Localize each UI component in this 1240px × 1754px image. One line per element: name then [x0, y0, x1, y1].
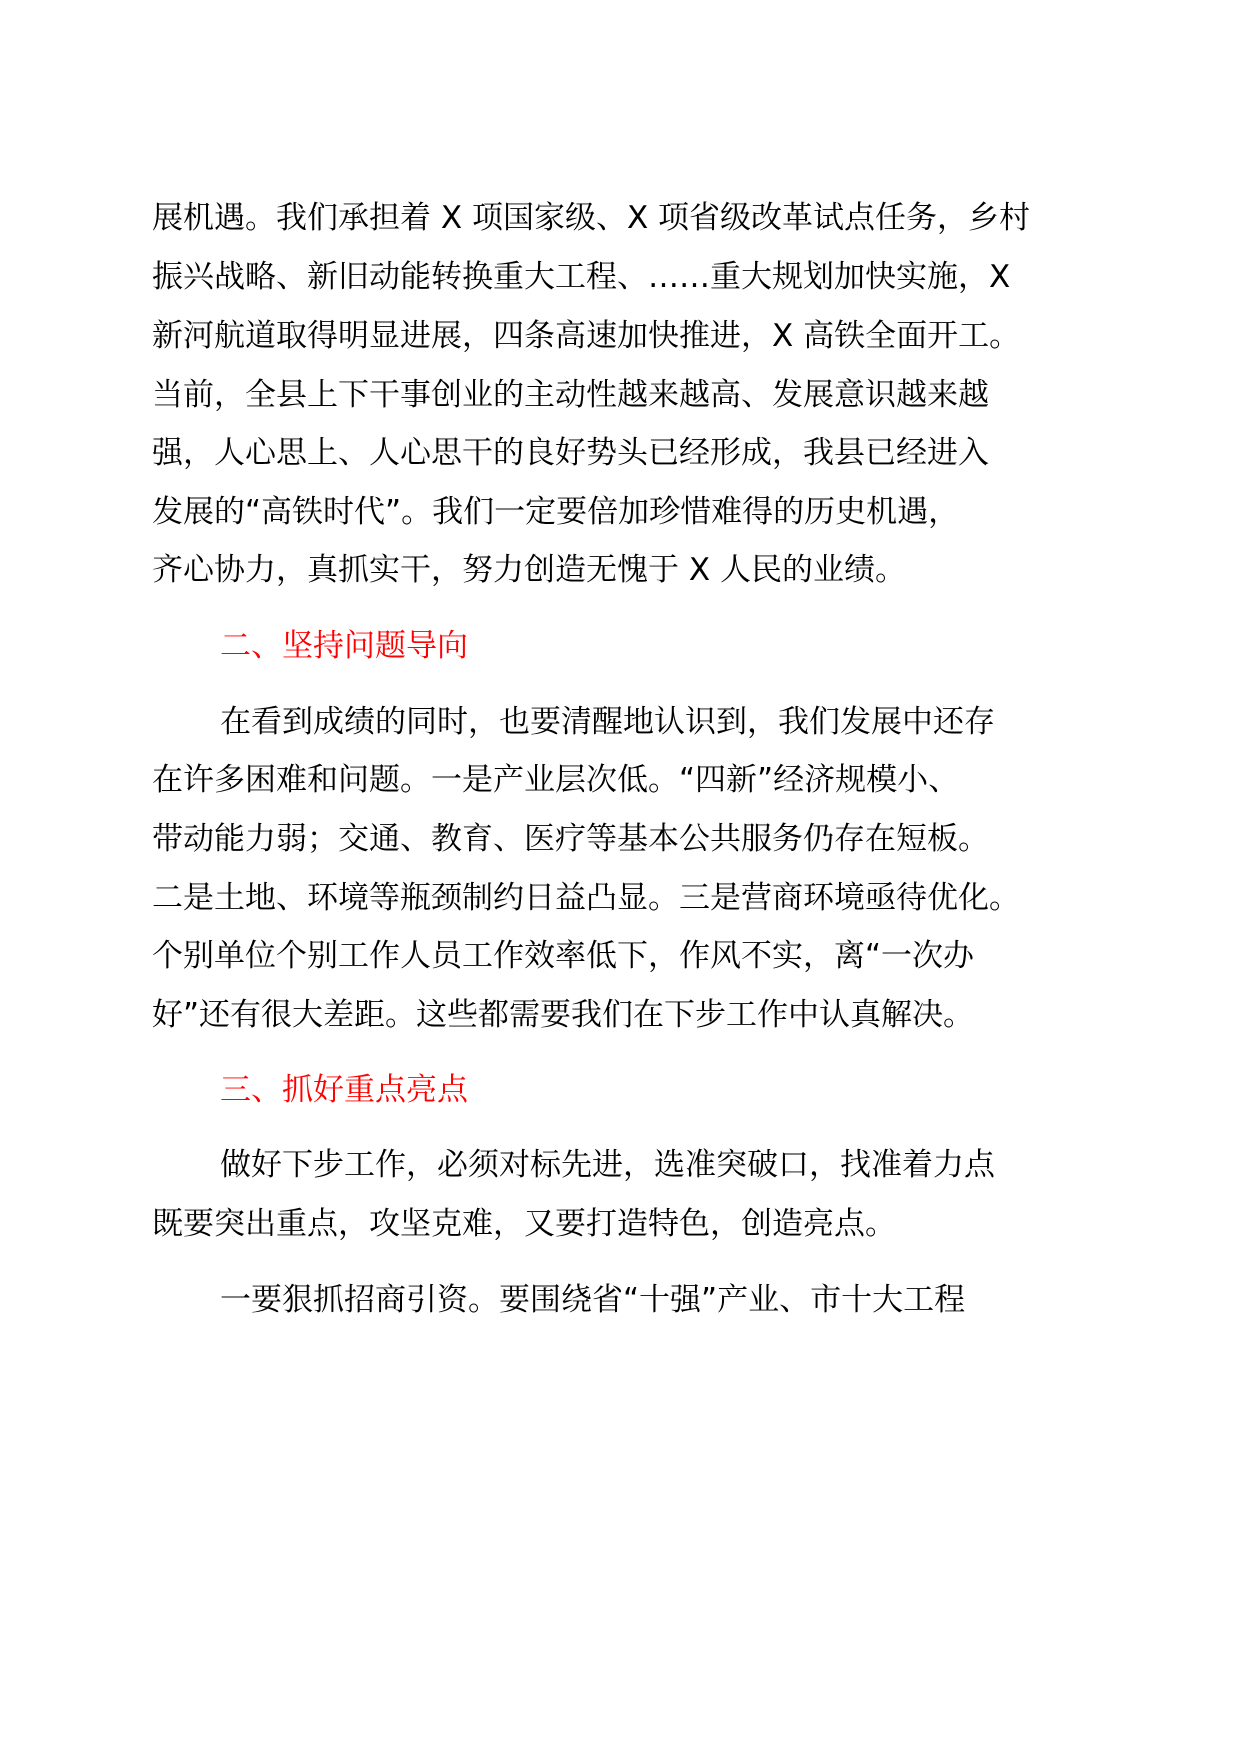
- paragraph-2-line-6: 好”还有很大差距。这些都需要我们在下步工作中认真解决。: [152, 997, 975, 1033]
- paragraph-1-line-2: 振兴战略、新旧动能转换重大工程、……重大规划加快实施，X: [152, 259, 1011, 295]
- paragraph-2-line-3: 带动能力弱；交通、教育、医疗等基本公共服务仍存在短板。: [152, 821, 989, 857]
- paragraph-3-line-1: 做好下步工作，必须对标先进，选准突破口，找准着力点: [220, 1147, 995, 1183]
- paragraph-2-line-2: 在许多困难和问题。一是产业层次低。“四新”经济规模小、: [152, 762, 960, 798]
- paragraph-1-line-7: 齐心协力，真抓实干，努力创造无愧于 X 人民的业绩。: [152, 552, 906, 588]
- paragraph-3-line-2: 既要突出重点，攻坚克难，又要打造特色，创造亮点。: [152, 1206, 896, 1242]
- paragraph-2-line-5: 个别单位个别工作人员工作效率低下，作风不实，离“一次办: [152, 938, 975, 974]
- paragraph-1-line-5: 强，人心思上、人心思干的良好势头已经形成，我县已经进入: [152, 435, 989, 471]
- paragraph-1-line-1: 展机遇。我们承担着 X 项国家级、X 项省级改革试点任务，乡村: [152, 200, 1031, 236]
- section-heading-2: 二、坚持问题导向: [220, 628, 468, 664]
- paragraph-2-line-4: 二是土地、环境等瓶颈制约日益凸显。三是营商环境亟待优化。: [152, 880, 1020, 916]
- paragraph-1-line-6: 发展的“高铁时代”。我们一定要倍加珍惜难得的历史机遇，: [152, 494, 960, 530]
- section-heading-3: 三、抓好重点亮点: [220, 1072, 468, 1108]
- paragraph-2-line-1: 在看到成绩的同时，也要清醒地认识到，我们发展中还存: [220, 704, 995, 740]
- paragraph-1-line-4: 当前，全县上下干事创业的主动性越来越高、发展意识越来越: [152, 377, 989, 413]
- paragraph-4-line-1: 一要狠抓招商引资。要围绕省“十强”产业、市十大工程: [220, 1282, 966, 1318]
- paragraph-1-line-3: 新河航道取得明显进展，四条高速加快推进，X 高铁全面开工。: [152, 318, 1021, 354]
